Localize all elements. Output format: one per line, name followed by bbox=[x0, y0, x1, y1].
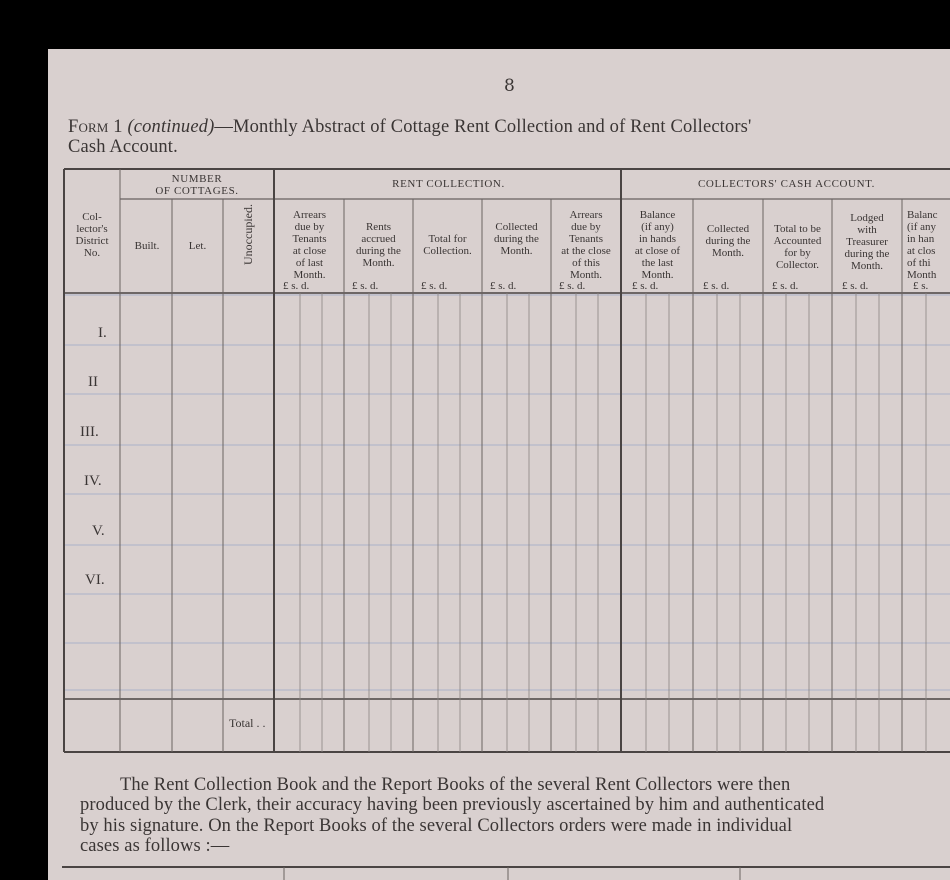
money-units: £ s. d. bbox=[559, 280, 586, 292]
district-row-label: III. bbox=[80, 424, 99, 440]
cash-col-lodged: Lodged with Treasurer during the Month. bbox=[844, 212, 890, 272]
unoccupied-header: Unoccupied. bbox=[241, 204, 255, 265]
money-units: £ s. d. bbox=[703, 280, 730, 292]
district-header: Col- lector's District No. bbox=[75, 211, 109, 259]
cash-col-balance-last: Balance (if any) in hands at close of the last Month. bbox=[634, 209, 681, 281]
money-units: £ s. d. bbox=[490, 280, 517, 292]
money-units: £ s. d. bbox=[632, 280, 659, 292]
form-label: Form bbox=[68, 117, 109, 137]
next-table-columns bbox=[284, 867, 740, 880]
paragraph-line: cases as follows :— bbox=[80, 836, 230, 856]
district-row-label: IV. bbox=[84, 473, 102, 489]
form-continued: (continued) bbox=[127, 117, 215, 137]
money-units: £ s. d. bbox=[772, 280, 799, 292]
form-title-rest: —Monthly Abstract of Cottage Rent Collection and of Rent Collectors' bbox=[214, 117, 752, 137]
let-header: Let. bbox=[188, 240, 207, 252]
money-units: £ s. bbox=[913, 280, 929, 292]
district-row-label: II bbox=[88, 374, 98, 390]
built-header: Built. bbox=[134, 240, 160, 252]
money-units: £ s. d. bbox=[283, 280, 310, 292]
rent-col-total: Total for Collection. bbox=[423, 233, 472, 257]
district-row-label: V. bbox=[92, 523, 105, 539]
rent-col-collected: Collected during the Month. bbox=[494, 221, 539, 257]
cottages-group-header: NUMBER OF COTTAGES. bbox=[155, 173, 239, 197]
rent-col-accrued: Rents accrued during the Month. bbox=[356, 221, 401, 269]
paragraph-line: produced by the Clerk, their accuracy having been previously ascertained by him and authenticated bbox=[80, 795, 825, 815]
rent-col-arrears-this: Arrears due by Tenants at the close of this Month. bbox=[561, 209, 611, 281]
rent-col-arrears-last: Arrears due by Tenants at close of last Month. bbox=[292, 209, 327, 281]
paragraph-line: by his signature. On the Report Books of the several Collectors orders were made in individual bbox=[80, 816, 793, 836]
district-row-label: VI. bbox=[85, 572, 105, 588]
money-units: £ s. d. bbox=[842, 280, 869, 292]
form-number: 1 bbox=[108, 117, 128, 137]
form-title-line2: Cash Account. bbox=[68, 137, 178, 157]
paragraph-line: The Rent Collection Book and the Report Books of the several Rent Collectors were then bbox=[120, 775, 791, 795]
total-row-label: Total . . bbox=[229, 716, 266, 730]
cash-col-total-accounted: Total to be Accounted for by Collector. bbox=[773, 223, 822, 271]
cash-col-balance-this: Balanc (if any in han at clos of thi Month bbox=[907, 209, 938, 281]
page-number: 8 bbox=[504, 76, 515, 96]
money-units: £ s. d. bbox=[352, 280, 379, 292]
district-row-label: I. bbox=[98, 325, 107, 341]
rent-collection-group-header: RENT COLLECTION. bbox=[392, 178, 505, 190]
document-page bbox=[48, 49, 950, 880]
cash-account-group-header: COLLECTORS' CASH ACCOUNT. bbox=[697, 178, 875, 190]
cash-col-collected: Collected during the Month. bbox=[705, 223, 751, 259]
money-units: £ s. d. bbox=[421, 280, 448, 292]
